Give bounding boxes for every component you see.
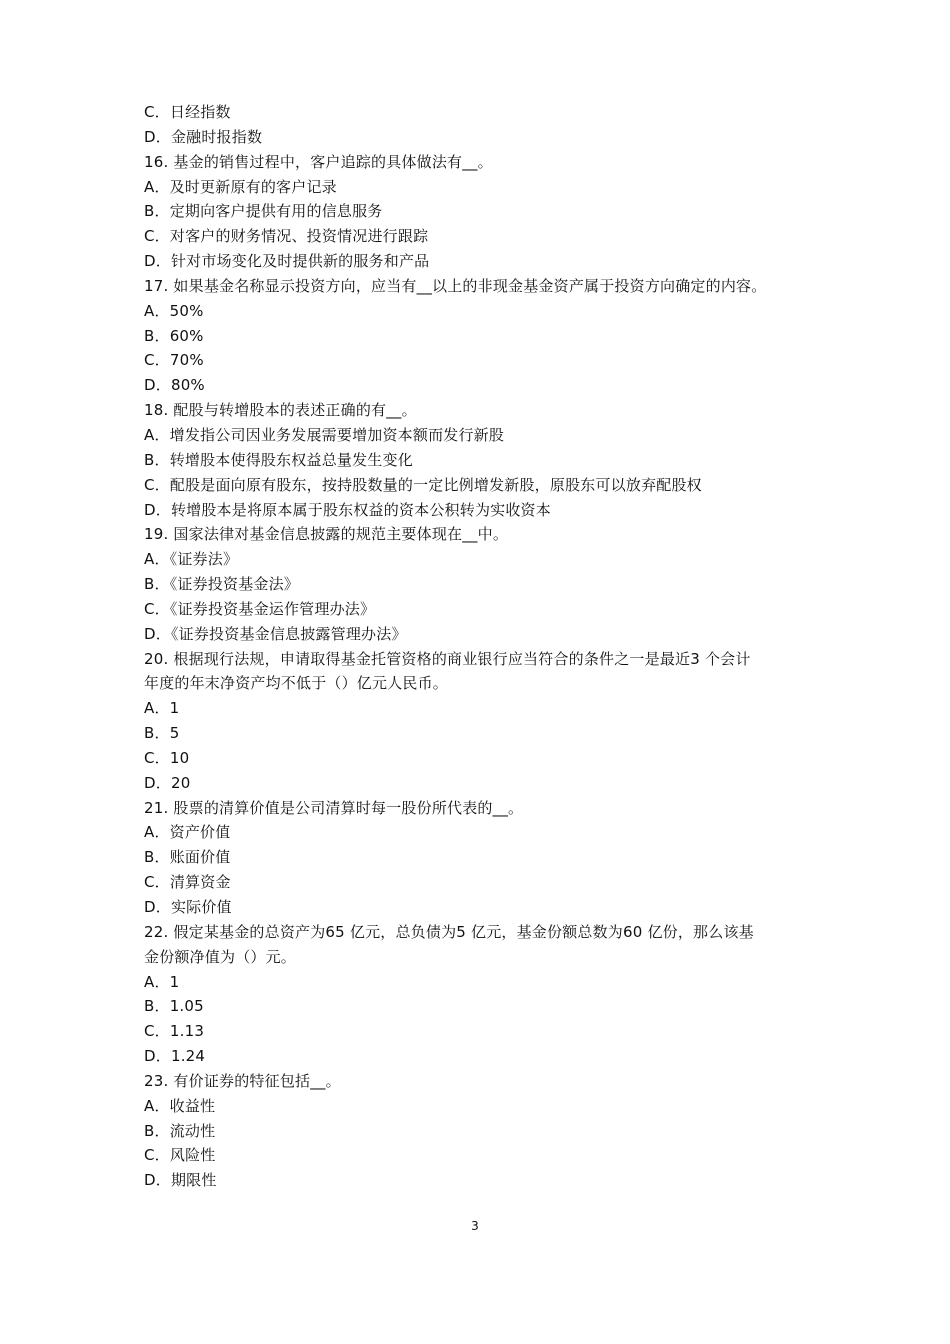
option-line: A．及时更新原有的客户记录 <box>144 177 337 196</box>
option-line: C．10 <box>144 748 190 767</box>
option-line: D．实际价值 <box>144 898 232 916</box>
option-line: C．清算资金 <box>144 873 231 892</box>
option-line: A．1 <box>144 972 180 991</box>
option-line: A．50% <box>144 301 204 320</box>
option-line: D．转增股本是将原本属于股东权益的资本公积转为实收资本 <box>144 500 551 519</box>
option-line: B．定期向客户提供有用的信息服务 <box>144 202 383 221</box>
option-line: D．金融时报指数 <box>144 127 263 146</box>
question-23: 23. 有价证券的特征包括__。 <box>144 1071 341 1090</box>
option-line: B．1.05 <box>144 997 204 1016</box>
option-line: D．20 <box>144 773 191 792</box>
option-line: A．1 <box>144 699 180 718</box>
page-content <box>144 100 824 1193</box>
option-line: C．70% <box>144 351 204 370</box>
question-19: 19. 国家法律对基金信息披露的规范主要体现在__中。 <box>144 525 509 544</box>
option-line: C．配股是面向原有股东，按持股数量的一定比例增发新股，原股东可以放弃配股权 <box>144 475 702 494</box>
question-22: 22. 假定某基金的总资产为65 亿元，总负债为5 亿元，基金份额总数为60 亿份，那么该基 <box>144 922 754 941</box>
option-line: D．《证券投资基金信息披露管理办法》 <box>144 624 407 643</box>
option-line: A．收益性 <box>144 1096 216 1115</box>
question-22-continued: 金份额净值为（）元。 <box>144 947 297 966</box>
option-line: B．60% <box>144 326 204 345</box>
option-line: C．日经指数 <box>144 103 231 121</box>
option-line: B．《证券投资基金法》 <box>144 575 299 594</box>
option-line: C．1.13 <box>144 1022 205 1041</box>
option-line: B．转增股本使得股东权益总量发生变化 <box>144 450 413 469</box>
option-line: A．增发指公司因业务发展需要增加资本额而发行新股 <box>144 425 505 444</box>
question-18: 18. 配股与转增股本的表述正确的有__。 <box>144 401 417 420</box>
question-20-continued: 年度的年末净资产均不低于（）亿元人民币。 <box>144 674 449 693</box>
option-line: C．对客户的财务情况、投资情况进行跟踪 <box>144 227 429 246</box>
option-line: A．《证券法》 <box>144 550 239 569</box>
option-line: B．5 <box>144 724 180 743</box>
option-line: D．期限性 <box>144 1171 217 1190</box>
option-line: C．《证券投资基金运作管理办法》 <box>144 599 376 618</box>
option-line: B．流动性 <box>144 1121 216 1140</box>
option-line: D．1.24 <box>144 1047 206 1066</box>
option-line: D．针对市场变化及时提供新的服务和产品 <box>144 252 430 271</box>
option-line: B．账面价值 <box>144 848 231 867</box>
option-line: C．风险性 <box>144 1146 216 1165</box>
page-number: 3 <box>471 1219 479 1233</box>
question-17: 17. 如果基金名称显示投资方向，应当有__以上的非现金基金资产属于投资方向确定的内容。 <box>144 276 767 295</box>
question-21: 21. 股票的清算价值是公司清算时每一股份所代表的__。 <box>144 798 524 817</box>
option-line: D．80% <box>144 376 205 395</box>
option-line: A．资产价值 <box>144 823 231 842</box>
question-16: 16. 基金的销售过程中，客户追踪的具体做法有__。 <box>144 152 493 171</box>
question-20: 20. 根据现行法规，申请取得基金托管资格的商业银行应当符合的条件之一是最近3 个会计 <box>144 649 751 668</box>
